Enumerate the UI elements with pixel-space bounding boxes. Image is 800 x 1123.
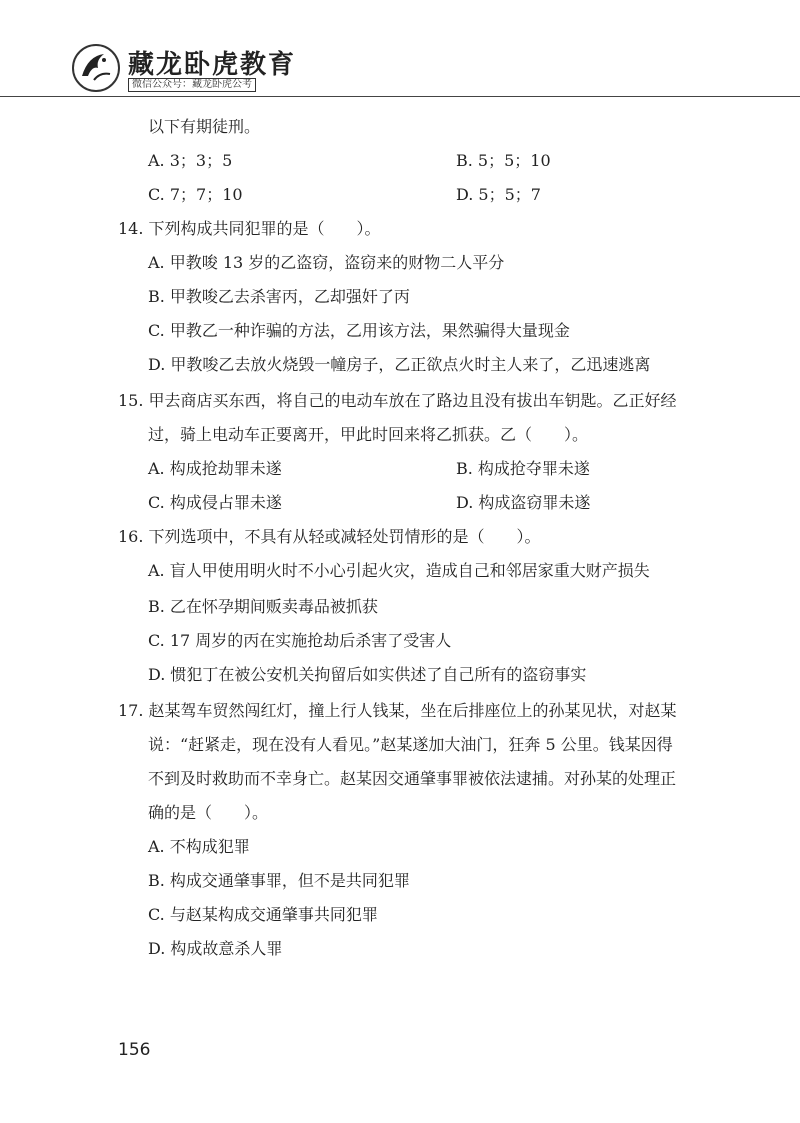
q15-option-a: A. 构成抢劫罪未遂: [148, 459, 282, 478]
q13-option-a: A. 3；3；5: [148, 151, 233, 170]
q16-option-c: C. 17 周岁的丙在实施抢劫后杀害了受害人: [148, 631, 452, 650]
page-number: 156: [118, 1040, 151, 1060]
q14-stem: 14. 下列构成共同犯罪的是（ ）。: [118, 219, 381, 238]
q17-stem-line1: 17. 赵某驾车贸然闯红灯，撞上行人钱某，坐在后排座位上的孙某见状，对赵某: [118, 701, 677, 720]
q17-option-d: D. 构成故意杀人罪: [148, 939, 283, 958]
q16-option-a: A. 盲人甲使用明火时不小心引起火灾，造成自己和邻居家重大财产损失: [148, 561, 650, 580]
q15-stem-line2: 过，骑上电动车正要离开，甲此时回来将乙抓获。乙（ ）。: [148, 425, 589, 444]
header-divider: [0, 96, 800, 97]
q14-option-a: A. 甲教唆 13 岁的乙盗窃，盗窃来的财物二人平分: [148, 253, 505, 272]
brand-logo: [72, 44, 120, 92]
tiger-logo-icon: [74, 46, 118, 90]
q16-option-b: B. 乙在怀孕期间贩卖毒品被抓获: [148, 597, 378, 616]
brand-name: 藏龙卧虎教育: [128, 50, 297, 80]
q15-stem-line1: 15. 甲去商店买东西，将自己的电动车放在了路边且没有拔出车钥匙。乙正好经: [118, 391, 677, 410]
q17-stem-line4: 确的是（ ）。: [148, 803, 269, 822]
q15-option-d: D. 构成盗窃罪未遂: [456, 493, 591, 512]
q15-option-b: B. 构成抢夺罪未遂: [456, 459, 590, 478]
q17-stem-line3: 不到及时救助而不幸身亡。赵某因交通肇事罪被依法逮捕。对孙某的处理正: [148, 769, 677, 788]
q15-option-c: C. 构成侵占罪未遂: [148, 493, 282, 512]
q13-option-c: C. 7；7；10: [148, 185, 243, 204]
q17-option-c: C. 与赵某构成交通肇事共同犯罪: [148, 905, 378, 924]
q17-option-b: B. 构成交通肇事罪，但不是共同犯罪: [148, 871, 410, 890]
q13-option-b: B. 5；5；10: [456, 151, 551, 170]
q14-option-b: B. 甲教唆乙去杀害丙，乙却强奸了丙: [148, 287, 410, 306]
q13-option-d: D. 5；5；7: [456, 185, 541, 204]
q17-stem-line2: 说：“赶紧走，现在没有人看见。”赵某遂加大油门，狂奔 5 公里。钱某因得: [148, 735, 673, 754]
q14-option-d: D. 甲教唆乙去放火烧毁一幢房子，乙正欲点火时主人来了，乙迅速逃离: [148, 355, 651, 374]
q17-option-a: A. 不构成犯罪: [148, 837, 250, 856]
q14-option-c: C. 甲教乙一种诈骗的方法，乙用该方法，果然骗得大量现金: [148, 321, 570, 340]
continued-line: 以下有期徒刑。: [148, 117, 261, 136]
q16-option-d: D. 惯犯丁在被公安机关拘留后如实供述了自己所有的盗窃事实: [148, 665, 587, 684]
q16-stem: 16. 下列选项中，不具有从轻或减轻处罚情形的是（ ）。: [118, 527, 541, 546]
brand-subtitle: 微信公众号：藏龙卧虎公考: [128, 78, 256, 92]
page-header: [0, 0, 800, 100]
